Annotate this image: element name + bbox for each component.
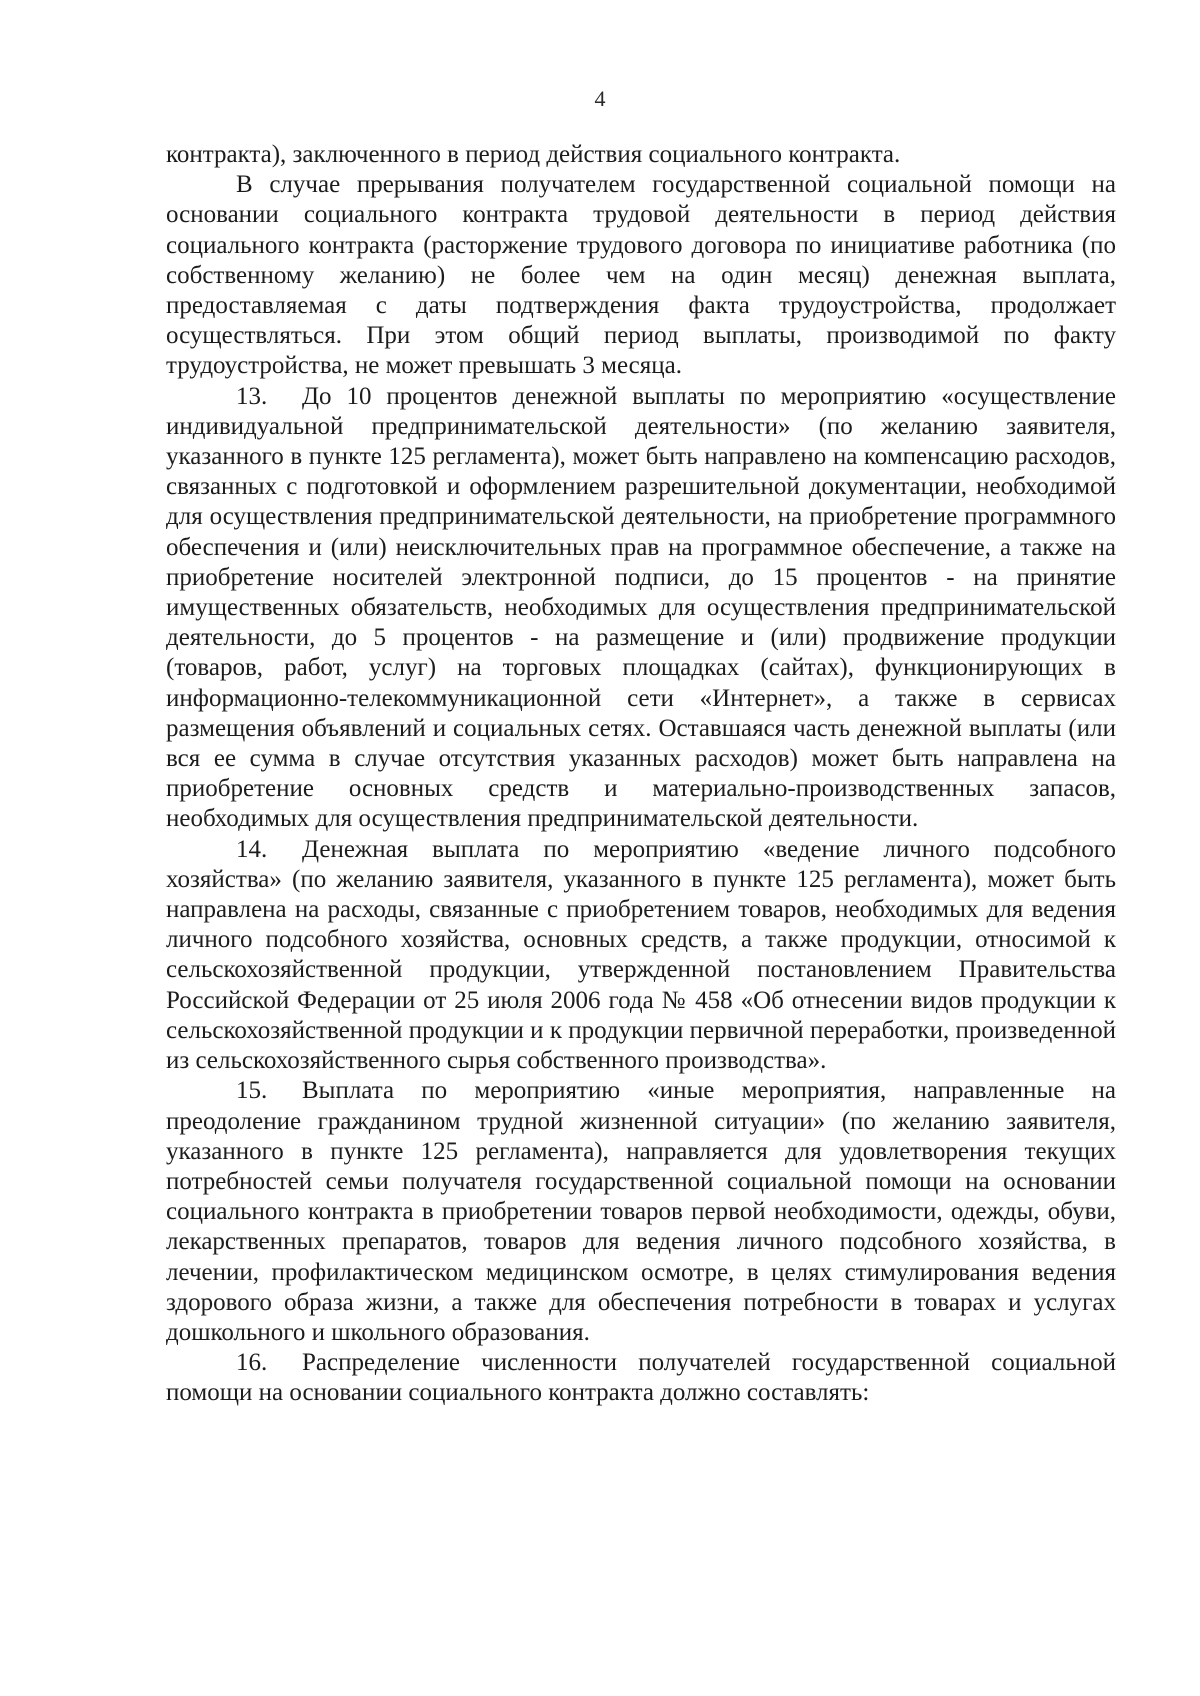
clause-13-text: До 10 процентов денежной выплаты по мероприятию «осуществление индивидуальной предпринимательской деятельности» (по желанию заявителя, указанного в пункте 125 регламента), может быть направлено на компенсацию расходов, связанных с подготовкой и оформлением разрешительной документации, необходимой для осуществления предпринимательской деятельности, на приобретение программного обеспечения и (или) неисключительных прав на программное обеспечение, а также на приобретение носителей электронной подписи, до 15 процентов - на принятие имущественных обязательств, необходимых для осуществления предпринимательской деятельности, до 5 процентов - на размещение и (или) продвижение продукции (товаров, работ, услуг) на торговых площадках (сайтах), функционирующих в информационно-телекоммуникационной сети «Интернет», а также в сервисах размещения объявлений и социальных сетях. Оставшаяся часть денежной выплаты (или вся ее сумма в случае отсутствия указанных расходов) может быть направлена на приобретение основных средств и материально-производственных запасов, необходимых для осуществления предпринимательской деятельности. (166, 382, 1116, 833)
clause-13 (166, 382, 1116, 835)
paragraph-continuation: контракта), заключенного в период действия социального контракта. (166, 141, 901, 168)
clause-14-number: 14. (236, 835, 268, 863)
clause-14-text: Денежная выплата по мероприятию «ведение личного подсобного хозяйства» (по желанию заявителя, указанного в пункте 125 регламента), может быть направлена на расходы, связанные с приобретением товаров, необходимых для ведения личного подсобного хозяйства, основных средств, а также продукции, относимой к сельскохозяйственной продукции, утвержденной постановлением Правительства Российской Федерации от 25 июля 2006 года № 458 «Об отнесении видов продукции к сельскохозяйственной продукции и к продукции первичной переработки, произведенной из сельскохозяйственного сырья собственного производства». (166, 835, 1116, 1075)
clause-16 (166, 1348, 1116, 1408)
clause-16-number: 16. (236, 1349, 268, 1377)
clause-13-number: 13. (236, 382, 268, 410)
clause-15-number: 15. (236, 1077, 268, 1105)
clause-15-text: Выплата по мероприятию «иные мероприятия, направленные на преодоление гражданином трудной жизненной ситуации» (по желанию заявителя, указанного в пункте 125 регламента), направляется для удовлетворения текущих потребностей семьи получателя государственной социальной помощи на основании социального контракта в приобретении товаров первой необходимости, одежды, обуви, лекарственных препаратов, товаров для ведения личного подсобного хозяйства, в лечении, профилактическом медицинском осмотре, в целях стимулирования ведения здорового образа жизни, а также для обеспечения потребности в товарах и услугах дошкольного и школьного образования. (166, 1077, 1116, 1346)
clause-14 (166, 835, 1116, 1077)
document-body (166, 140, 1116, 1409)
clause-15 (166, 1076, 1116, 1348)
paragraph-interruption-employment: В случае прерывания получателем государственной социальной помощи на основании социального контракта трудовой деятельности в период действия социального контракта (расторжение трудового договора по инициативе работника (по собственному желанию) не более чем на один месяц) денежная выплата, предоставляемая с даты подтверждения факта трудоустройства, продолжает осуществляться. При этом общий период выплаты, производимой по факту трудоустройства, не может превышать 3 месяца. (166, 171, 1116, 380)
clause-16-text: Распределение численности получателей государственной социальной помощи на основании социального контракта должно составлять: (166, 1349, 1116, 1407)
page-number: 4 (594, 86, 606, 111)
